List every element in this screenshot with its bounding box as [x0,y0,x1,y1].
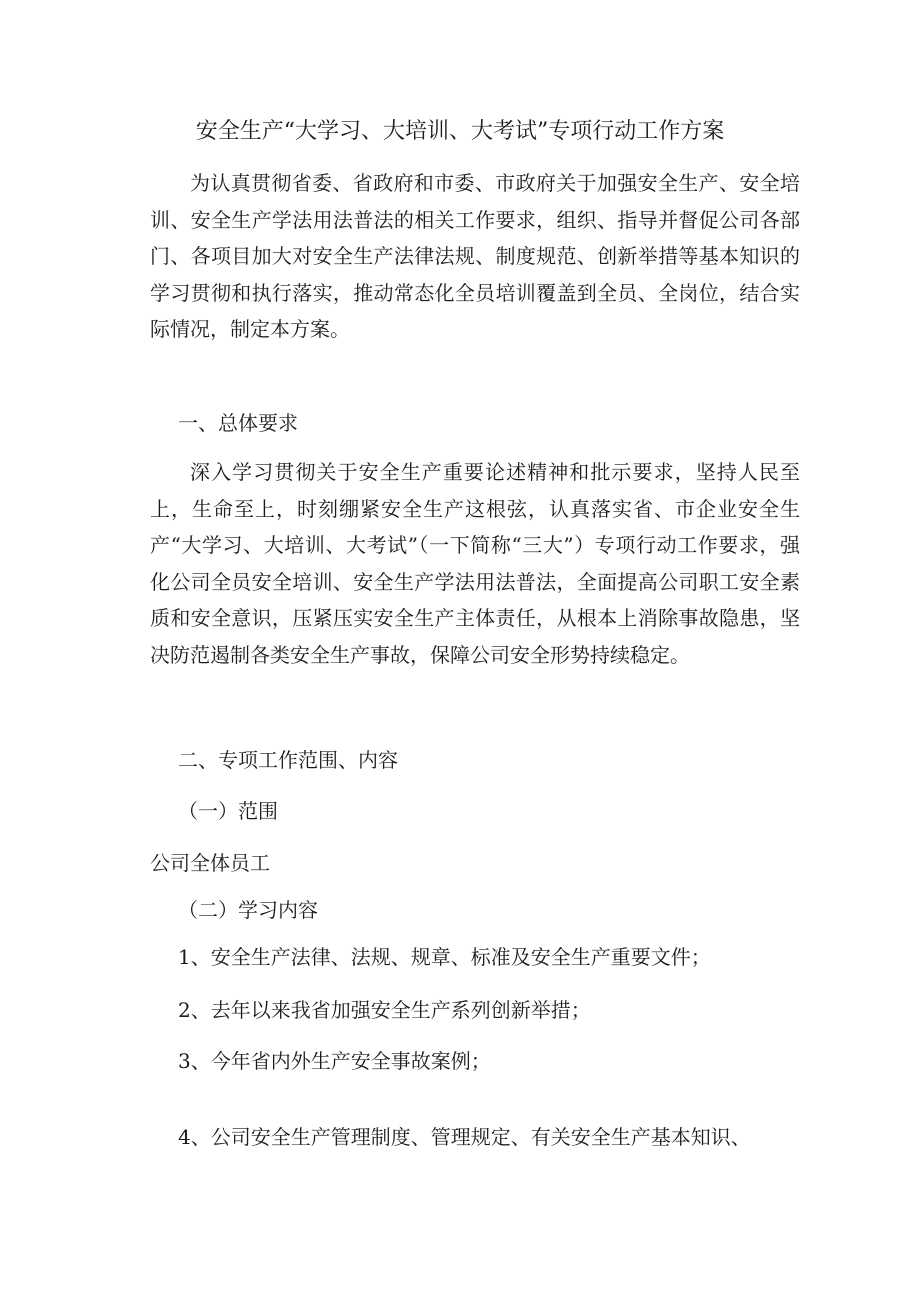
list-item: 1、安全生产法律、法规、规章、标准及安全生产重要文件； [178,945,711,969]
list-item: 2、去年以来我省加强安全生产系列创新举措； [178,998,591,1022]
section1-heading: 一、总体要求 [178,411,298,435]
content-heading: （二）学习内容 [178,898,318,922]
list-item: 3、今年省内外生产安全事故案例； [178,1049,491,1073]
section1-paragraph: 深入学习贯彻关于安全生产重要论述精神和批示要求，坚持人民至上，生命至上，时刻绷紧安全生产这根弦，认真落实省、市企业安全生产“大学习、大培训、大考试”（一下简称“三大”）专项行动工作要求，强化公司全员安全培训、安全生产学法用法普法，全面提高公司职工安全素质和安全意识，压紧压实安全生产主体责任，从根本上消除事故隐患，坚决防范遏制各类安全生产事故，保障公司安全形势持续稳定。 [150,460,800,667]
document-title: 安全生产“大学习、大培训、大考试”专项行动工作方案 [195,119,725,144]
scope-heading: （一）范围 [178,799,278,823]
section2-heading: 二、专项工作范围、内容 [178,748,398,772]
list-item: 4、公司安全生产管理制度、管理规定、有关安全生产基本知识、 [178,1125,751,1149]
scope-body: 公司全体员工 [150,851,270,875]
intro-paragraph: 为认真贯彻省委、省政府和市委、市政府关于加强安全生产、安全培训、安全生产学法用法普法的相关工作要求，组织、指导并督促公司各部门、各项目加大对安全生产法律法规、制度规范、创新举措等基本知识的学习贯彻和执行落实，推动常态化全员培训覆盖到全员、全岗位，结合实际情况，制定本方案。 [150,171,800,341]
